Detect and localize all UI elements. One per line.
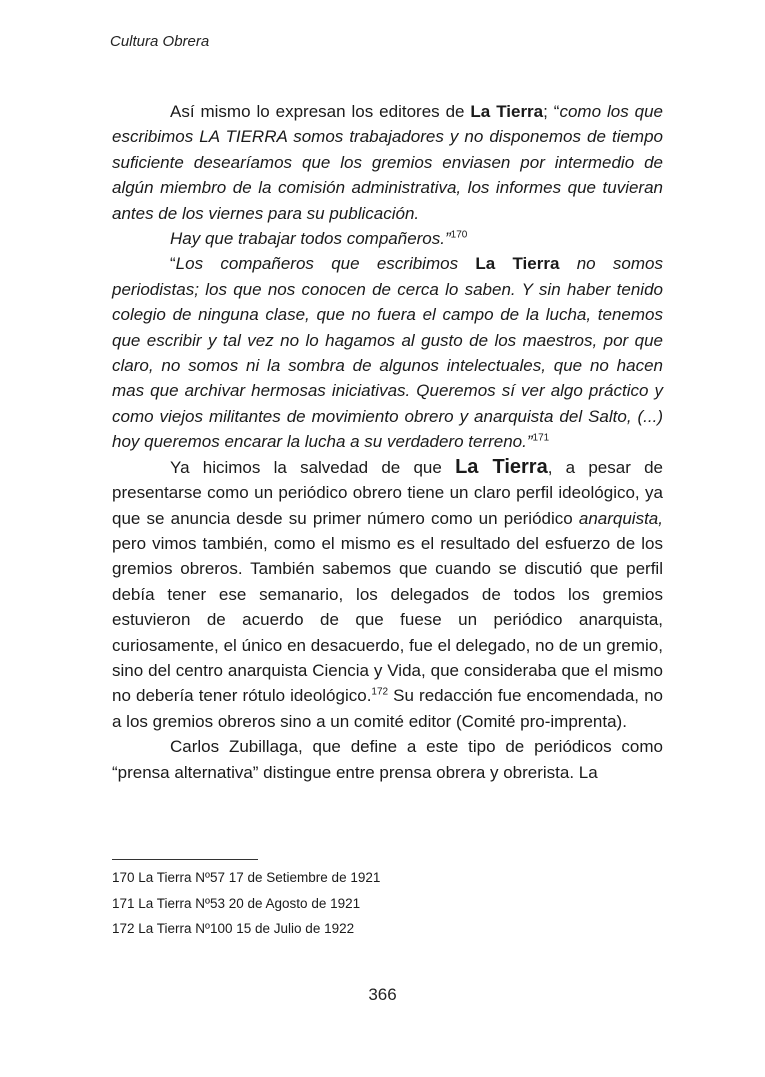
- publication-title: La Tierra: [455, 455, 548, 478]
- text-run: anarquista,: [578, 508, 663, 528]
- publication-title: La Tierra: [470, 102, 544, 121]
- text-run: Carlos Zubillaga, que define a este tipo de periódicos como “prensa alternativa” distingue entre prensa obrera y obrerista. La: [112, 737, 663, 782]
- text-run: Hay que trabajar todos compañeros.”: [170, 229, 451, 249]
- text-run: , a pesar de presentarse como un periódico obrero tiene un claro perfil ideológico, ya que se anuncia desde su primer número como un periódico: [112, 457, 663, 528]
- footnote-ref: 171: [532, 432, 550, 444]
- footnotes: [112, 865, 663, 942]
- page-number: 366: [368, 985, 397, 1004]
- publication-title: La Tierra: [475, 254, 560, 274]
- text-run: pero vimos también, como el mismo es el resultado del esfuerzo de los gremios obreros. También sabemos que cuando se discutió que perfil debía tener ese semanario, los delegados de todos los gremios estuvieron de acuerdo de que fuese un periódico anarquista, curiosamente, el único en desacuerdo, fue el delegado, no de un gremio, sino del centro anarquista Ciencia y Vida, que consideraba que el mismo no debería tener rótulo ideológico.: [112, 533, 663, 706]
- text-run: no somos periodistas; los que nos conocen de cerca lo saben. Y sin haber tenido colegio de ninguna clase, que no fuera el campo de la lucha, tenemos que escribir y tal vez no lo hagamos al gusto de los maestros, por que claro, no somos ni la sombra de algunos intelectuales, que no hacen mas que archivar hermosas iniciativas. Queremos sí ver algo práctico y como viejos militantes de movimiento obrero y anarquista del Salto, (...) hoy queremos encarar la lucha a su verdadero terreno.”: [112, 254, 663, 452]
- footnote-separator: [112, 859, 258, 860]
- footnote-172: 172 La Tierra Nº100 15 de Julio de 1922: [112, 921, 355, 936]
- paragraph: [112, 251, 663, 454]
- text-run: como los que escribimos LA TIERRA somos trabajadores y no disponemos de tiempo suficiente desearíamos que los gremios enviasen por intermedio de algún miembro de la comisión administrativa, los informes que tuvieran antes de los viernes para su publicación.: [112, 102, 663, 223]
- paragraph: [112, 99, 663, 226]
- text-run: Ya hicimos la salvedad de que: [170, 457, 456, 477]
- text-run: Su redacción fue encomendada, no a los gremios obreros sino a un comité editor (Comité pro-imprenta).: [112, 686, 664, 731]
- footnote-ref: 172: [371, 686, 389, 698]
- text-run: “: [170, 254, 176, 274]
- footnote-ref: 170: [450, 229, 468, 241]
- body-text: [112, 99, 663, 785]
- paragraph: [112, 734, 663, 785]
- text-run: Los compañeros que escribimos: [175, 254, 476, 274]
- text-run: ; “: [543, 102, 560, 121]
- footnote-171: 171 La Tierra Nº53 20 de Agosto de 1921: [112, 895, 361, 911]
- running-header: Cultura Obrera: [110, 33, 210, 50]
- text-run: Así mismo lo expresan los editores de: [170, 102, 471, 121]
- paragraph: [112, 455, 663, 734]
- footnote-170: 170 La Tierra Nº57 17 de Setiembre de 1921: [112, 870, 381, 885]
- paragraph: [112, 226, 663, 251]
